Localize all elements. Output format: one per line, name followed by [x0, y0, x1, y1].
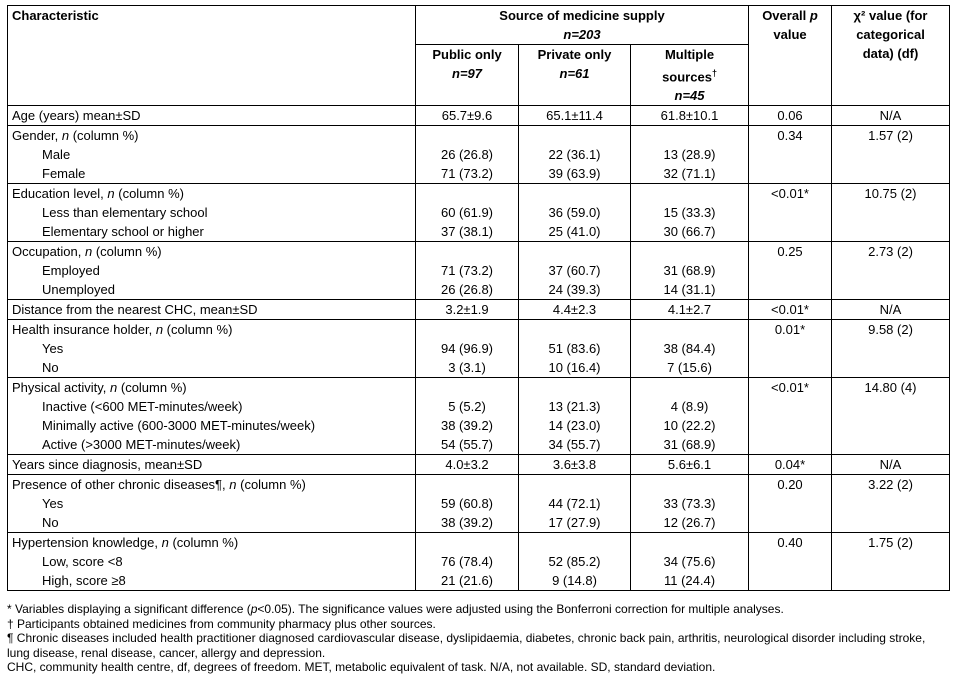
table-row [8, 242, 950, 300]
table-body [8, 106, 950, 591]
header-chi-square [832, 6, 950, 106]
value-private-only: 65.1±11.4 [546, 108, 603, 124]
value-public-only: 4.0±3.2 [445, 457, 489, 473]
header-source [416, 6, 749, 45]
cell-public-only [416, 242, 519, 300]
cell-public-only [416, 184, 519, 242]
subrow-label: Active (>3000 MET-minutes/week) [42, 437, 241, 453]
filler-line [753, 164, 827, 183]
filler-line [836, 203, 945, 222]
cell-public-only [416, 455, 519, 475]
filler-line [836, 397, 945, 416]
header-public-n: n=97 [452, 66, 482, 81]
table-row [8, 378, 950, 455]
value-private-only: 3.6±3.8 [552, 457, 597, 473]
filler-line [836, 435, 945, 454]
value-multiple-sources: 10 (22.2) [663, 418, 716, 434]
value-public-only: 94 (96.9) [440, 341, 494, 357]
value-chi-square: 1.57 (2) [868, 128, 913, 144]
value-public-only: 71 (73.2) [440, 263, 494, 279]
cell-private-only [519, 184, 631, 242]
value-chi-square: N/A [879, 108, 902, 124]
value-private-only: 9 (14.8) [552, 573, 597, 589]
cell-overall-p [749, 242, 832, 300]
value-private-only [523, 378, 626, 397]
filler-line [836, 261, 945, 280]
value-multiple-sources: 38 (84.4) [663, 341, 716, 357]
value-chi-square: N/A [879, 302, 902, 318]
cell-multiple-sources [631, 106, 749, 126]
header-multiple-label: Multiple sources† [662, 47, 717, 85]
cell-public-only [416, 126, 519, 184]
cell-public-only [416, 320, 519, 378]
value-chi-square: 9.58 (2) [868, 322, 913, 338]
group-label: Distance from the nearest CHC, mean±SD [12, 302, 258, 318]
value-overall-p: 0.01* [774, 322, 806, 338]
value-overall-p: 0.04* [774, 457, 806, 473]
table-row [8, 126, 950, 184]
header-chi-line1: χ² value (for [853, 8, 928, 23]
group-label: Years since diagnosis, mean±SD [12, 457, 203, 473]
cell-chi-square [832, 475, 950, 533]
cell-chi-square [832, 300, 950, 320]
value-multiple-sources [635, 320, 744, 339]
footnote-chronic-diseases: ¶ Chronic diseases included health practitioner diagnosed cardiovascular disease, dyslipidaemia, diabetes, chronic back pain, arthritis, neurological disorder including stroke, lung disease, renal disease, cancer, allergy and depression. [7, 631, 926, 660]
footnotes [7, 602, 949, 675]
row-characteristic [8, 184, 416, 242]
footnote-multiple-sources: † Participants obtained medicines from community pharmacy plus other sources. [7, 616, 436, 631]
cell-public-only [416, 378, 519, 455]
value-public-only [420, 242, 514, 261]
group-label: Education level, n (column %) [12, 186, 184, 202]
value-multiple-sources [635, 475, 744, 494]
value-private-only [523, 184, 626, 203]
value-multiple-sources: 34 (75.6) [663, 554, 716, 570]
value-public-only [420, 378, 514, 397]
value-multiple-sources: 7 (15.6) [667, 360, 712, 376]
cell-chi-square [832, 106, 950, 126]
header-characteristic: Characteristic [8, 6, 416, 106]
value-multiple-sources: 33 (73.3) [663, 496, 716, 512]
subrow-label: Elementary school or higher [42, 224, 204, 240]
filler-line [753, 261, 827, 280]
subrow-label: Inactive (<600 MET-minutes/week) [42, 399, 243, 415]
filler-line [753, 435, 827, 454]
footnote-significance: * Variables displaying a significant difference (p<0.05). The significance values were adjusted using the Bonferroni correction for multiple analyses. [7, 602, 784, 616]
header-private-n: n=61 [559, 66, 590, 81]
row-characteristic [8, 300, 416, 320]
filler-line [753, 203, 827, 222]
value-multiple-sources: 5.6±6.1 [667, 457, 712, 473]
value-multiple-sources: 4 (8.9) [670, 399, 709, 415]
value-private-only [523, 126, 626, 145]
row-characteristic [8, 106, 416, 126]
cell-chi-square [832, 533, 950, 591]
value-overall-p: 0.20 [777, 477, 803, 493]
value-multiple-sources: 14 (31.1) [663, 282, 716, 298]
subrow-label: Minimally active (600-3000 MET-minutes/week) [42, 418, 316, 434]
row-characteristic [8, 242, 416, 300]
header-multiple-n: n=45 [674, 88, 705, 104]
value-public-only: 37 (38.1) [440, 224, 494, 240]
cell-multiple-sources [631, 475, 749, 533]
cell-chi-square [832, 242, 950, 300]
value-multiple-sources [635, 184, 744, 203]
cell-multiple-sources [631, 242, 749, 300]
value-private-only: 22 (36.1) [548, 147, 601, 163]
value-chi-square: 1.75 (2) [868, 535, 913, 551]
value-private-only: 39 (63.9) [548, 166, 601, 182]
header-multiple-sources [631, 45, 749, 106]
value-private-only [523, 242, 626, 261]
header-overall-p-line2: value [773, 27, 807, 42]
value-public-only [420, 320, 514, 339]
row-characteristic [8, 475, 416, 533]
value-chi-square: N/A [879, 457, 902, 473]
value-chi-square: 2.73 (2) [868, 244, 913, 260]
value-multiple-sources: 30 (66.7) [663, 224, 716, 240]
value-private-only: 51 (83.6) [548, 341, 601, 357]
row-characteristic [8, 378, 416, 455]
filler-line [836, 222, 945, 241]
header-row-top [8, 6, 950, 45]
value-private-only: 52 (85.2) [548, 554, 601, 570]
cell-overall-p [749, 106, 832, 126]
table-row [8, 320, 950, 378]
value-private-only: 14 (23.0) [548, 418, 601, 434]
cell-private-only [519, 300, 631, 320]
filler-line [753, 222, 827, 241]
cell-overall-p [749, 475, 832, 533]
value-public-only: 65.7±9.6 [441, 108, 493, 124]
subrow-label: Unemployed [42, 282, 115, 298]
header-overall-p [749, 6, 832, 106]
filler-line [753, 358, 827, 377]
group-label: Occupation, n (column %) [12, 244, 162, 260]
value-multiple-sources [635, 533, 744, 552]
value-public-only: 38 (39.2) [440, 418, 494, 434]
value-private-only: 10 (16.4) [548, 360, 601, 376]
cell-overall-p [749, 300, 832, 320]
subrow-label: Low, score <8 [42, 554, 123, 570]
value-private-only: 4.4±2.3 [552, 302, 597, 318]
row-characteristic [8, 533, 416, 591]
cell-public-only [416, 300, 519, 320]
value-public-only: 71 (73.2) [440, 166, 494, 182]
value-private-only: 34 (55.7) [548, 437, 601, 453]
subrow-label: No [42, 515, 59, 531]
table-row [8, 533, 950, 591]
value-multiple-sources: 12 (26.7) [663, 515, 716, 531]
header-source-n: n=203 [563, 27, 601, 42]
header-overall-p-line1: Overall p [762, 8, 818, 23]
cell-private-only [519, 242, 631, 300]
cell-overall-p [749, 455, 832, 475]
cell-public-only [416, 106, 519, 126]
value-private-only: 37 (60.7) [548, 263, 601, 279]
cell-overall-p [749, 320, 832, 378]
value-multiple-sources [635, 242, 744, 261]
value-overall-p: 0.25 [777, 244, 803, 260]
value-public-only: 26 (26.8) [440, 147, 494, 163]
value-private-only: 13 (21.3) [548, 399, 601, 415]
cell-private-only [519, 533, 631, 591]
subrow-label: Female [42, 166, 86, 182]
filler-line [836, 164, 945, 183]
group-label: Presence of other chronic diseases¶, n (column %) [12, 477, 306, 493]
group-label: Gender, n (column %) [12, 128, 139, 144]
group-label: Age (years) mean±SD [12, 108, 141, 124]
filler-line [753, 280, 827, 299]
row-characteristic [8, 126, 416, 184]
footnote-abbreviations: CHC, community health centre, df, degrees of freedom. MET, metabolic equivalent of task. N/A, not available. SD, standard deviation. [7, 660, 716, 674]
cell-chi-square [832, 320, 950, 378]
characteristics-table [7, 5, 950, 591]
row-characteristic [8, 320, 416, 378]
cell-overall-p [749, 378, 832, 455]
filler-line [753, 513, 827, 532]
value-public-only: 76 (78.4) [440, 554, 494, 570]
value-overall-p: <0.01* [771, 380, 809, 396]
row-characteristic [8, 455, 416, 475]
value-public-only [420, 475, 514, 494]
value-private-only: 36 (59.0) [548, 205, 601, 221]
value-public-only: 3 (3.1) [448, 360, 486, 376]
value-public-only: 38 (39.2) [440, 515, 494, 531]
cell-multiple-sources [631, 300, 749, 320]
group-label: Hypertension knowledge, n (column %) [12, 535, 239, 551]
value-public-only: 21 (21.6) [440, 573, 494, 589]
value-private-only: 25 (41.0) [548, 224, 601, 240]
cell-chi-square [832, 455, 950, 475]
value-private-only: 17 (27.9) [548, 515, 601, 531]
filler-line [836, 280, 945, 299]
value-private-only [523, 320, 626, 339]
value-private-only [523, 475, 626, 494]
group-label: Physical activity, n (column %) [12, 380, 187, 396]
cell-overall-p [749, 184, 832, 242]
subrow-label: Male [42, 147, 71, 163]
subrow-label: Yes [42, 341, 64, 357]
value-public-only: 60 (61.9) [440, 205, 494, 221]
value-private-only: 24 (39.3) [548, 282, 601, 298]
value-public-only: 54 (55.7) [440, 437, 494, 453]
filler-line [836, 552, 945, 571]
value-private-only: 44 (72.1) [548, 496, 601, 512]
filler-line [753, 552, 827, 571]
cell-chi-square [832, 126, 950, 184]
filler-line [753, 397, 827, 416]
cell-private-only [519, 475, 631, 533]
subrow-label: No [42, 360, 59, 376]
cell-private-only [519, 126, 631, 184]
filler-line [836, 571, 945, 590]
value-overall-p: <0.01* [771, 302, 809, 318]
value-chi-square: 10.75 (2) [864, 186, 917, 202]
filler-line [836, 416, 945, 435]
value-chi-square: 14.80 (4) [864, 380, 917, 396]
value-public-only [420, 126, 514, 145]
cell-multiple-sources [631, 378, 749, 455]
value-multiple-sources [635, 378, 744, 397]
filler-line [753, 339, 827, 358]
filler-line [836, 358, 945, 377]
cell-overall-p [749, 126, 832, 184]
value-multiple-sources [635, 126, 744, 145]
filler-line [753, 145, 827, 164]
cell-multiple-sources [631, 126, 749, 184]
filler-line [836, 494, 945, 513]
subrow-label: Employed [42, 263, 100, 279]
filler-line [836, 339, 945, 358]
value-overall-p: 0.06 [777, 108, 803, 124]
value-multiple-sources: 13 (28.9) [663, 147, 716, 163]
header-source-title: Source of medicine supply [499, 8, 665, 23]
filler-line [836, 513, 945, 532]
header-chi-line2: categorical [856, 27, 925, 42]
value-multiple-sources: 61.8±10.1 [660, 108, 719, 124]
cell-multiple-sources [631, 533, 749, 591]
table-row [8, 106, 950, 126]
table-row [8, 455, 950, 475]
value-public-only [420, 184, 514, 203]
cell-multiple-sources [631, 184, 749, 242]
value-public-only: 5 (5.2) [448, 399, 486, 415]
value-multiple-sources: 11 (24.4) [663, 573, 716, 589]
value-multiple-sources: 31 (68.9) [663, 263, 716, 279]
value-multiple-sources: 31 (68.9) [663, 437, 716, 453]
cell-public-only [416, 533, 519, 591]
value-multiple-sources: 32 (71.1) [663, 166, 716, 182]
cell-chi-square [832, 378, 950, 455]
value-multiple-sources: 15 (33.3) [663, 205, 716, 221]
header-public-only [416, 45, 519, 106]
cell-multiple-sources [631, 455, 749, 475]
header-private-label: Private only [537, 47, 612, 62]
table-row [8, 475, 950, 533]
header-private-only [519, 45, 631, 106]
table-row [8, 300, 950, 320]
subrow-label: Yes [42, 496, 64, 512]
value-overall-p: 0.40 [777, 535, 803, 551]
value-overall-p: 0.34 [777, 128, 803, 144]
filler-line [836, 145, 945, 164]
cell-private-only [519, 320, 631, 378]
value-private-only [523, 533, 626, 552]
subrow-label: High, score ≥8 [42, 573, 126, 589]
cell-private-only [519, 106, 631, 126]
value-public-only [420, 533, 514, 552]
value-multiple-sources: 4.1±2.7 [667, 302, 712, 318]
cell-public-only [416, 475, 519, 533]
subrow-label: Less than elementary school [42, 205, 208, 221]
filler-line [753, 494, 827, 513]
value-public-only: 26 (26.8) [440, 282, 494, 298]
value-chi-square: 3.22 (2) [868, 477, 913, 493]
cell-multiple-sources [631, 320, 749, 378]
filler-line [753, 416, 827, 435]
cell-chi-square [832, 184, 950, 242]
group-label: Health insurance holder, n (column %) [12, 322, 233, 338]
value-public-only: 3.2±1.9 [445, 302, 489, 318]
table-row [8, 184, 950, 242]
header-public-label: Public only [432, 47, 502, 62]
header-chi-line3: data) (df) [862, 46, 919, 61]
cell-overall-p [749, 533, 832, 591]
filler-line [753, 571, 827, 590]
cell-private-only [519, 378, 631, 455]
cell-private-only [519, 455, 631, 475]
value-overall-p: <0.01* [771, 186, 809, 202]
value-public-only: 59 (60.8) [440, 496, 494, 512]
